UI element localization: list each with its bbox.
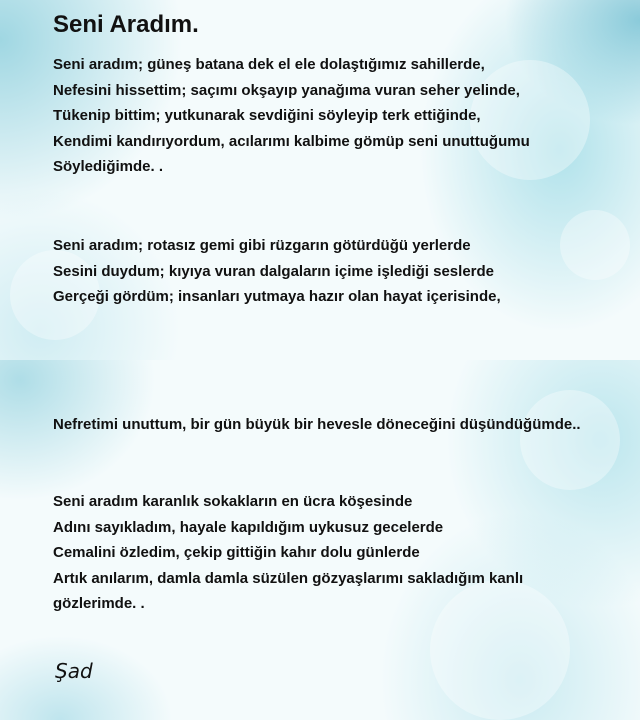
poem-line: Sesini duydum; kıyıya vuran dalgaların içime işlediği seslerde <box>53 262 495 280</box>
poem-line: Gerçeği gördüm; insanları yutmaya hazır olan hayat içerisinde, <box>53 288 501 305</box>
poem-line: Seni aradım; güneş batana dek el ele dolaştığımız sahillerde, <box>53 56 485 73</box>
author-signature: Şad <box>55 659 93 683</box>
stanza-3 <box>53 412 638 438</box>
poem-line: Cemalini özledim, çekip gittiğin kahır dolu günlerde <box>53 544 420 561</box>
poem-line: Kendimi kandırıyordum, acılarımı kalbime gömüp seni unuttuğumu <box>53 132 530 150</box>
poem-line: Nefretimi unuttum, bir gün büyük bir hevesle döneceğini düşündüğümde.. <box>53 416 581 433</box>
poem-line: Tükenip bittim; yutkunarak sevdiğini söyleyip terk ettiğinde, <box>53 107 481 124</box>
poem-line: Nefesini hissettim; saçımı okşayıp yanağıma vuran seher yelinde, <box>53 81 520 99</box>
poem-line: gözlerimde. . <box>53 595 145 612</box>
stanza-2 <box>53 233 638 310</box>
poem-line: Artık anılarım, damla damla süzülen gözyaşlarımı sakladığım kanlı <box>53 569 524 587</box>
stanza-4 <box>53 489 638 617</box>
poem-line: Seni aradım; rotasız gemi gibi rüzgarın götürdüğü yerlerde <box>53 237 471 254</box>
poem-line: Seni aradım karanlık sokakların en ücra köşesinde <box>53 493 413 510</box>
poem-line: Adını sayıkladım, hayale kapıldığım uykusuz gecelerde <box>53 518 444 536</box>
stanza-1 <box>53 52 638 180</box>
poem-line: Söylediğimde. . <box>53 158 164 175</box>
bokeh-circle <box>520 390 620 490</box>
poem-title: Seni Aradım. <box>53 11 199 38</box>
